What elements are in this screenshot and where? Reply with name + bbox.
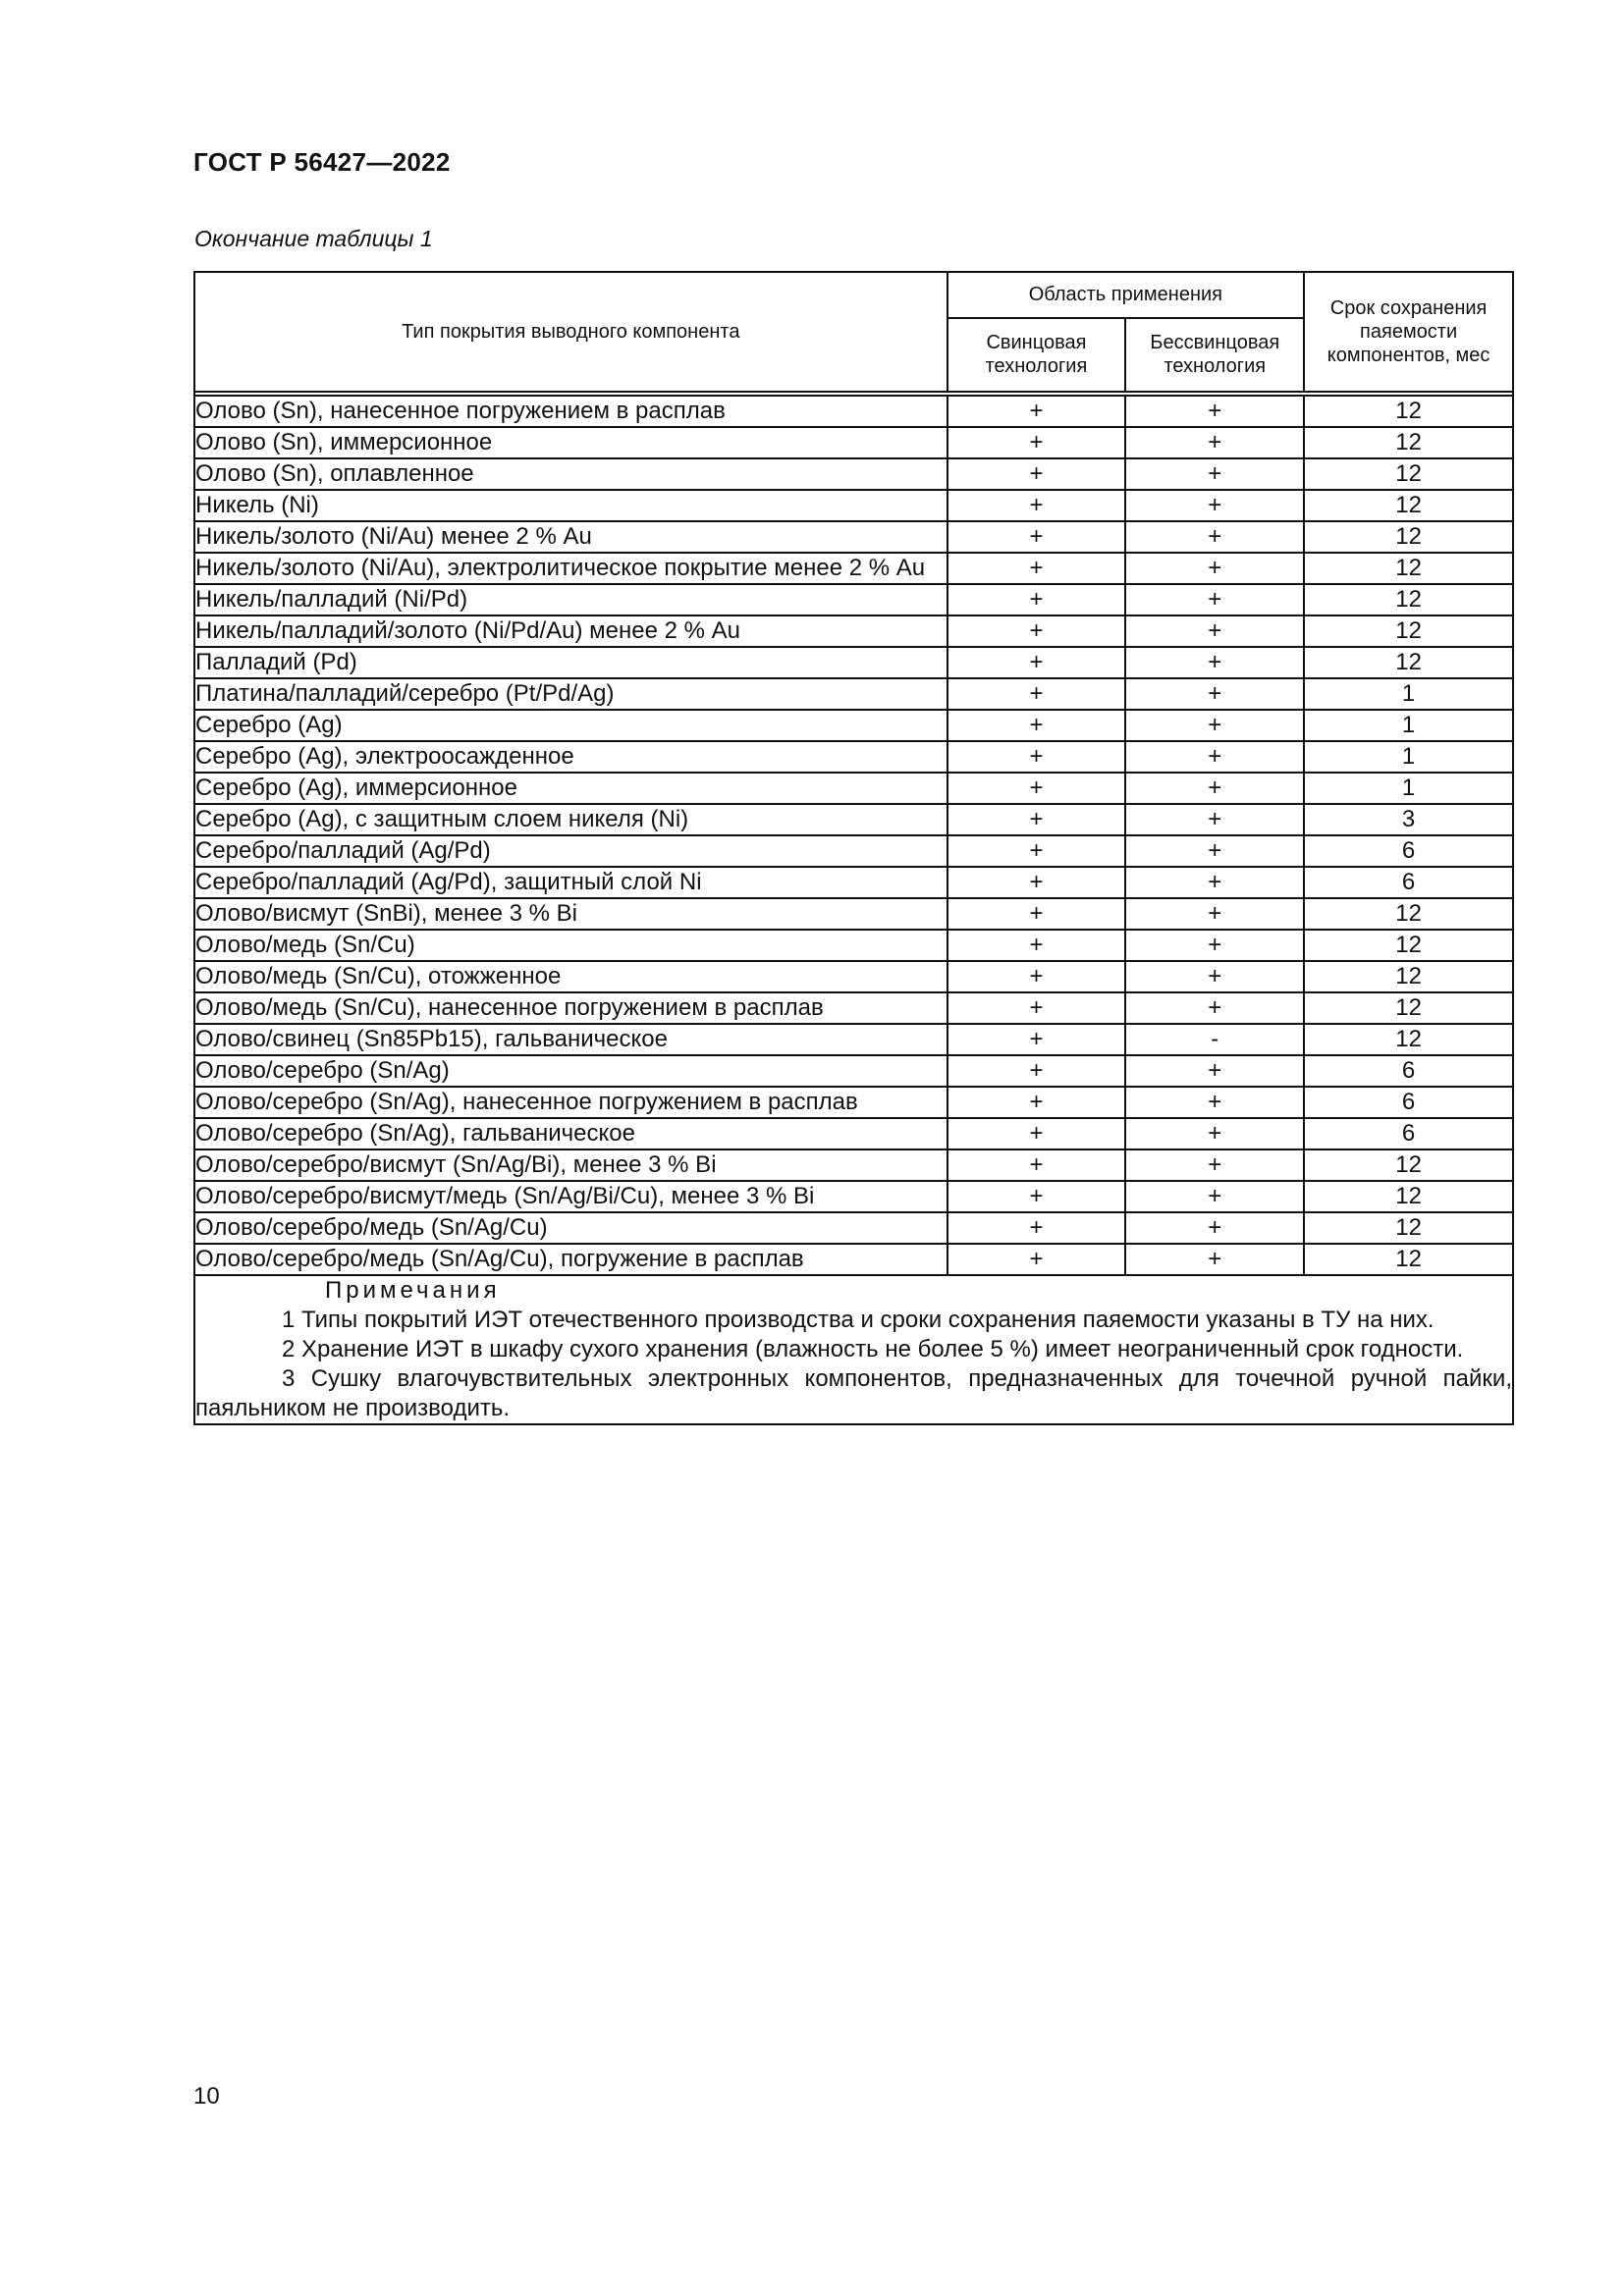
table-row — [194, 1087, 1513, 1118]
lead-free-cell: + — [1125, 867, 1304, 898]
shelf-life-cell: 12 — [1304, 992, 1513, 1024]
lead-free-cell: + — [1125, 1087, 1304, 1118]
table-row — [194, 678, 1513, 710]
coating-name-cell: Серебро (Ag), с защитным слоем никеля (Ni) — [194, 804, 947, 835]
leaded-cell: + — [947, 773, 1126, 804]
shelf-life-cell: 12 — [1304, 584, 1513, 615]
lead-free-cell: + — [1125, 647, 1304, 678]
page-number: 10 — [193, 2083, 220, 2109]
leaded-cell: + — [947, 584, 1126, 615]
leaded-cell: + — [947, 1118, 1126, 1149]
note-item: 3 Сушку влагочувствительных электронных компонентов, предназначенных для точечной ручной пайки, паяльником не производить. — [195, 1365, 1512, 1421]
header-leaded: Свинцовая технология — [947, 318, 1126, 392]
coating-name-cell: Олово (Sn), оплавленное — [194, 458, 947, 490]
lead-free-cell: + — [1125, 490, 1304, 521]
table-row — [194, 615, 1513, 647]
coating-name-cell: Серебро/палладий (Ag/Pd), защитный слой Ni — [194, 867, 947, 898]
lead-free-cell: + — [1125, 427, 1304, 458]
lead-free-cell: + — [1125, 678, 1304, 710]
lead-free-cell: + — [1125, 930, 1304, 961]
lead-free-cell: + — [1125, 615, 1304, 647]
shelf-life-cell: 12 — [1304, 1149, 1513, 1181]
table-row — [194, 898, 1513, 930]
lead-free-cell: + — [1125, 773, 1304, 804]
document-code: ГОСТ Р 56427—2022 — [193, 147, 451, 177]
leaded-cell: + — [947, 553, 1126, 584]
leaded-cell: + — [947, 1055, 1126, 1087]
lead-free-cell: + — [1125, 1149, 1304, 1181]
table-row — [194, 741, 1513, 773]
coating-name-cell: Олово/медь (Sn/Cu) — [194, 930, 947, 961]
leaded-cell: + — [947, 1212, 1126, 1244]
note-item: 1 Типы покрытий ИЭТ отечественного производства и сроки сохранения паяемости указаны в ТУ на них. — [282, 1307, 1435, 1333]
coating-name-cell: Никель/палладий (Ni/Pd) — [194, 584, 947, 615]
coating-name-cell: Олово/серебро (Sn/Ag) — [194, 1055, 947, 1087]
table-row — [194, 396, 1513, 427]
coatings-table — [193, 271, 1514, 1425]
lead-free-cell: + — [1125, 804, 1304, 835]
shelf-life-cell: 1 — [1304, 741, 1513, 773]
shelf-life-cell: 12 — [1304, 961, 1513, 992]
header-application-area: Область применения — [947, 272, 1305, 318]
table-row — [194, 490, 1513, 521]
leaded-cell: + — [947, 930, 1126, 961]
coating-name-cell: Олово/свинец (Sn85Pb15), гальваническое — [194, 1024, 947, 1055]
table-row — [194, 835, 1513, 867]
lead-free-cell: + — [1125, 961, 1304, 992]
leaded-cell: + — [947, 1244, 1126, 1275]
leaded-cell: + — [947, 741, 1126, 773]
lead-free-cell: + — [1125, 741, 1304, 773]
coating-name-cell: Платина/палладий/серебро (Pt/Pd/Ag) — [194, 678, 947, 710]
shelf-life-cell: 12 — [1304, 647, 1513, 678]
lead-free-cell: + — [1125, 1212, 1304, 1244]
lead-free-cell: + — [1125, 710, 1304, 741]
coating-name-cell: Никель (Ni) — [194, 490, 947, 521]
shelf-life-cell: 1 — [1304, 678, 1513, 710]
table-row — [194, 521, 1513, 553]
table-row — [194, 427, 1513, 458]
leaded-cell: + — [947, 992, 1126, 1024]
coating-name-cell: Серебро/палладий (Ag/Pd) — [194, 835, 947, 867]
table-row — [194, 773, 1513, 804]
table-row — [194, 710, 1513, 741]
table-row — [194, 584, 1513, 615]
coating-name-cell: Олово/серебро (Sn/Ag), нанесенное погружением в расплав — [194, 1087, 947, 1118]
coating-name-cell: Серебро (Ag), электроосажденное — [194, 741, 947, 773]
shelf-life-cell: 12 — [1304, 1244, 1513, 1275]
shelf-life-cell: 6 — [1304, 1118, 1513, 1149]
leaded-cell: + — [947, 1149, 1126, 1181]
coating-name-cell: Олово/серебро/висмут/медь (Sn/Ag/Bi/Cu), менее 3 % Bi — [194, 1181, 947, 1212]
shelf-life-cell: 12 — [1304, 1181, 1513, 1212]
table-row — [194, 1118, 1513, 1149]
lead-free-cell: + — [1125, 396, 1304, 427]
shelf-life-cell: 12 — [1304, 458, 1513, 490]
coating-name-cell: Олово/медь (Sn/Cu), отожженное — [194, 961, 947, 992]
leaded-cell: + — [947, 615, 1126, 647]
coating-name-cell: Олово/серебро/медь (Sn/Ag/Cu) — [194, 1212, 947, 1244]
shelf-life-cell: 12 — [1304, 1212, 1513, 1244]
coating-name-cell: Олово/серебро (Sn/Ag), гальваническое — [194, 1118, 947, 1149]
notes-title: Примечания — [325, 1277, 501, 1304]
leaded-cell: + — [947, 961, 1126, 992]
shelf-life-cell: 6 — [1304, 1055, 1513, 1087]
header-lead-free: Бессвинцовая технология — [1125, 318, 1304, 392]
table-row — [194, 930, 1513, 961]
table-row — [194, 647, 1513, 678]
lead-free-cell: + — [1125, 1244, 1304, 1275]
leaded-cell: + — [947, 521, 1126, 553]
lead-free-cell: + — [1125, 584, 1304, 615]
shelf-life-cell: 3 — [1304, 804, 1513, 835]
lead-free-cell: + — [1125, 1118, 1304, 1149]
coating-name-cell: Олово/серебро/висмут (Sn/Ag/Bi), менее 3 % Bi — [194, 1149, 947, 1181]
lead-free-cell: + — [1125, 521, 1304, 553]
table-row — [194, 1149, 1513, 1181]
leaded-cell: + — [947, 396, 1126, 427]
coating-name-cell: Олово/медь (Sn/Cu), нанесенное погружением в расплав — [194, 992, 947, 1024]
table-row — [194, 1244, 1513, 1275]
coating-name-cell: Олово/висмут (SnBi), менее 3 % Bi — [194, 898, 947, 930]
leaded-cell: + — [947, 835, 1126, 867]
header-coating-type: Тип покрытия выводного компонента — [194, 272, 947, 392]
shelf-life-cell: 12 — [1304, 521, 1513, 553]
lead-free-cell: + — [1125, 835, 1304, 867]
table-row — [194, 1024, 1513, 1055]
shelf-life-cell: 12 — [1304, 615, 1513, 647]
lead-free-cell: - — [1125, 1024, 1304, 1055]
leaded-cell: + — [947, 1024, 1126, 1055]
table-row — [194, 553, 1513, 584]
table-caption: Окончание таблицы 1 — [194, 226, 433, 251]
coating-name-cell: Олово (Sn), нанесенное погружением в расплав — [194, 396, 947, 427]
shelf-life-cell: 12 — [1304, 930, 1513, 961]
table-row — [194, 1181, 1513, 1212]
note-item: 2 Хранение ИЭТ в шкафу сухого хранения (влажность не более 5 %) имеет неограниченный срок годности. — [282, 1336, 1464, 1362]
shelf-life-cell: 1 — [1304, 710, 1513, 741]
leaded-cell: + — [947, 678, 1126, 710]
leaded-cell: + — [947, 804, 1126, 835]
shelf-life-cell: 6 — [1304, 1087, 1513, 1118]
leaded-cell: + — [947, 1181, 1126, 1212]
lead-free-cell: + — [1125, 458, 1304, 490]
shelf-life-cell: 12 — [1304, 427, 1513, 458]
shelf-life-cell: 6 — [1304, 867, 1513, 898]
leaded-cell: + — [947, 867, 1126, 898]
coating-name-cell: Серебро (Ag), иммерсионное — [194, 773, 947, 804]
leaded-cell: + — [947, 647, 1126, 678]
table-row — [194, 804, 1513, 835]
header-shelf-life: Срок сохранения паяемости компонентов, мес — [1304, 272, 1513, 392]
coating-name-cell: Серебро (Ag) — [194, 710, 947, 741]
table-row — [194, 1055, 1513, 1087]
coating-name-cell: Никель/золото (Ni/Au) менее 2 % Au — [194, 521, 947, 553]
table-row — [194, 1212, 1513, 1244]
shelf-life-cell: 12 — [1304, 898, 1513, 930]
leaded-cell: + — [947, 710, 1126, 741]
lead-free-cell: + — [1125, 992, 1304, 1024]
lead-free-cell: + — [1125, 1181, 1304, 1212]
coating-name-cell: Никель/золото (Ni/Au), электролитическое покрытие менее 2 % Au — [194, 553, 947, 584]
coating-name-cell: Олово/серебро/медь (Sn/Ag/Cu), погружение в расплав — [194, 1244, 947, 1275]
shelf-life-cell: 12 — [1304, 553, 1513, 584]
leaded-cell: + — [947, 1087, 1126, 1118]
coating-name-cell: Никель/палладий/золото (Ni/Pd/Au) менее 2 % Au — [194, 615, 947, 647]
table-row — [194, 992, 1513, 1024]
leaded-cell: + — [947, 427, 1126, 458]
lead-free-cell: + — [1125, 898, 1304, 930]
leaded-cell: + — [947, 458, 1126, 490]
table-row — [194, 867, 1513, 898]
coating-name-cell: Палладий (Pd) — [194, 647, 947, 678]
shelf-life-cell: 12 — [1304, 396, 1513, 427]
notes-block — [194, 1275, 1513, 1424]
leaded-cell: + — [947, 898, 1126, 930]
shelf-life-cell: 12 — [1304, 1024, 1513, 1055]
coating-name-cell: Олово (Sn), иммерсионное — [194, 427, 947, 458]
shelf-life-cell: 1 — [1304, 773, 1513, 804]
shelf-life-cell: 12 — [1304, 490, 1513, 521]
lead-free-cell: + — [1125, 553, 1304, 584]
lead-free-cell: + — [1125, 1055, 1304, 1087]
leaded-cell: + — [947, 490, 1126, 521]
table-row — [194, 458, 1513, 490]
shelf-life-cell: 6 — [1304, 835, 1513, 867]
table-body — [194, 396, 1513, 1275]
table-row — [194, 961, 1513, 992]
